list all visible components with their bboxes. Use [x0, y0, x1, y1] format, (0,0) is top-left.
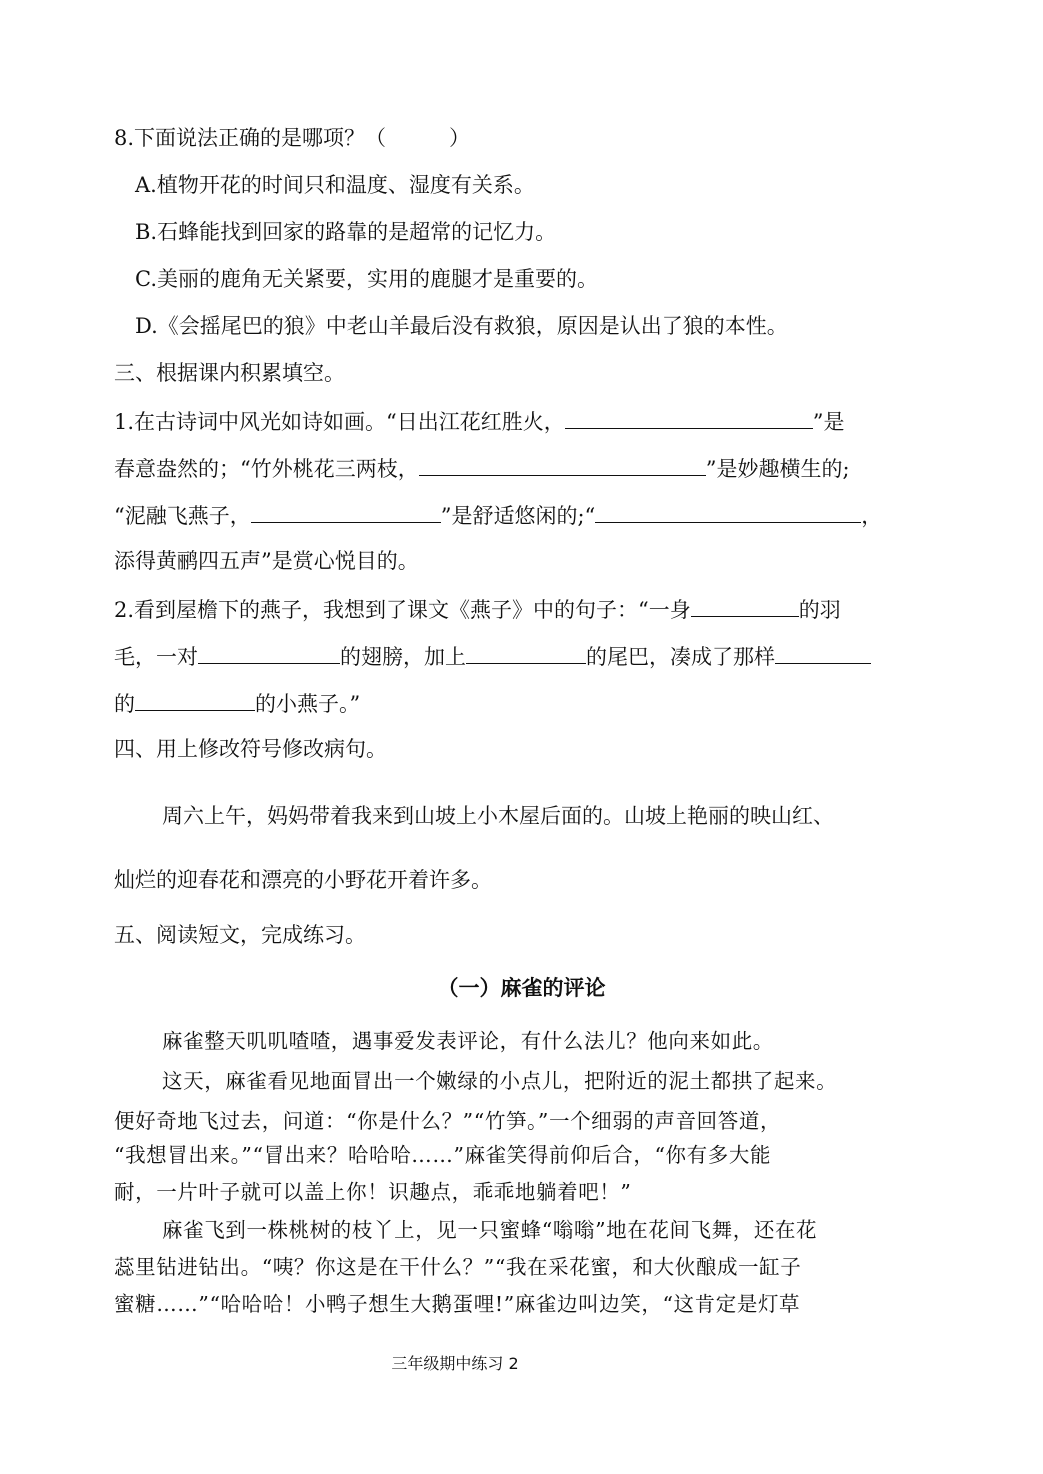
- q8-option-b: B.石蜂能找到回家的路靠的是超常的记忆力。: [135, 220, 557, 244]
- passage-line: 蕊里钻进钻出。“咦？你这是在干什么？”“我在采花蜜，和大伙酿成一缸子: [114, 1255, 802, 1279]
- q8-option-d: D.《会摇尾巴的狼》中老山羊最后没有救狼，原因是认出了狼的本性。: [135, 314, 788, 338]
- passage-line: “我想冒出来。”“冒出来？哈哈哈……”麻雀笑得前仰后合，“你有多大能: [114, 1143, 772, 1167]
- fill-blank[interactable]: [691, 594, 799, 617]
- s3-q1-text: “泥融飞燕子，: [114, 504, 251, 528]
- s3-q2-text: 的小燕子。”: [255, 692, 361, 716]
- s3-q2-line3: [114, 688, 360, 718]
- s3-q1-text: 春意盎然的；“竹外桃花三两枝，: [114, 457, 419, 481]
- section4-sentence-line1: 周六上午，妈妈带着我来到山坡上小木屋后面的。山坡上艳丽的映山红、: [162, 804, 834, 828]
- s3-q2-text: 的羽: [798, 598, 841, 622]
- s3-q2-line2: [114, 641, 871, 671]
- s3-q1-line2: [114, 453, 850, 483]
- s3-q2-line1: [114, 594, 841, 624]
- passage-line: 蜜糖……”“哈哈哈！小鸭子想生大鹅蛋哩!”麻雀边叫边笑，“这肯定是灯草: [114, 1292, 801, 1316]
- fill-blank[interactable]: [135, 688, 255, 711]
- passage-line: 麻雀飞到一株桃树的枝丫上，见一只蜜蜂“嗡嗡”地在花间飞舞，还在花: [162, 1218, 818, 1242]
- s3-q1-text: ”是: [812, 410, 845, 434]
- s3-q2-text: 的尾巴，凑成了那样: [586, 645, 775, 669]
- s3-q2-text: 毛，一对: [114, 645, 198, 669]
- fill-blank[interactable]: [565, 406, 813, 429]
- section4-sentence-line2: 灿烂的迎春花和漂亮的小野花开着许多。: [114, 868, 492, 892]
- s3-q1-text: 1.在古诗词中风光如诗如画。“日出江花红胜火，: [114, 410, 565, 434]
- fill-blank[interactable]: [419, 453, 706, 476]
- q8-stem: 8.下面说法正确的是哪项？（ ）: [114, 126, 471, 150]
- section3-heading: 三、根据课内积累填空。: [114, 361, 345, 385]
- fill-blank[interactable]: [466, 641, 586, 664]
- s3-q1-text: ”是舒适悠闲的;“: [440, 504, 596, 528]
- q8-option-c: C.美丽的鹿角无关紧要，实用的鹿腿才是重要的。: [135, 267, 598, 291]
- s3-q1-text: ”是妙趣横生的;: [705, 457, 850, 481]
- section5-heading: 五、阅读短文，完成练习。: [114, 923, 366, 947]
- passage-title: （一）麻雀的评论: [437, 975, 606, 1000]
- passage-line: 麻雀整天叽叽喳喳，遇事爱发表评论，有什么法儿？他向来如此。: [162, 1029, 774, 1053]
- fill-blank[interactable]: [595, 500, 861, 523]
- passage-line: 便好奇地飞过去，问道：“你是什么？”“竹笋。”一个细弱的声音回答道，: [114, 1109, 782, 1133]
- s3-q2-text: 2.看到屋檐下的燕子，我想到了课文《燕子》中的句子：“一身: [114, 598, 691, 622]
- s3-q2-text: 的: [114, 692, 135, 716]
- fill-blank[interactable]: [775, 641, 871, 664]
- s3-q1-line4: 添得黄鹂四五声”是赏心悦目的。: [114, 549, 419, 573]
- section4-heading: 四、用上修改符号修改病句。: [114, 737, 387, 761]
- passage-line: 这天，麻雀看见地面冒出一个嫩绿的小点儿，把附近的泥土都拱了起来。: [162, 1069, 838, 1093]
- fill-blank[interactable]: [251, 500, 441, 523]
- q8-option-a: A.植物开花的时间只和温度、湿度有关系。: [135, 173, 535, 197]
- passage-line: 耐，一片叶子就可以盖上你！识趣点，乖乖地躺着吧！”: [114, 1180, 632, 1204]
- s3-q1-line1: [114, 406, 845, 436]
- s3-q2-text: 的翅膀，加上: [340, 645, 466, 669]
- s3-q1-text: ，: [861, 504, 883, 528]
- fill-blank[interactable]: [198, 641, 340, 664]
- page-footer: 三年级期中练习 2: [391, 1354, 519, 1373]
- s3-q1-line3: [114, 500, 882, 530]
